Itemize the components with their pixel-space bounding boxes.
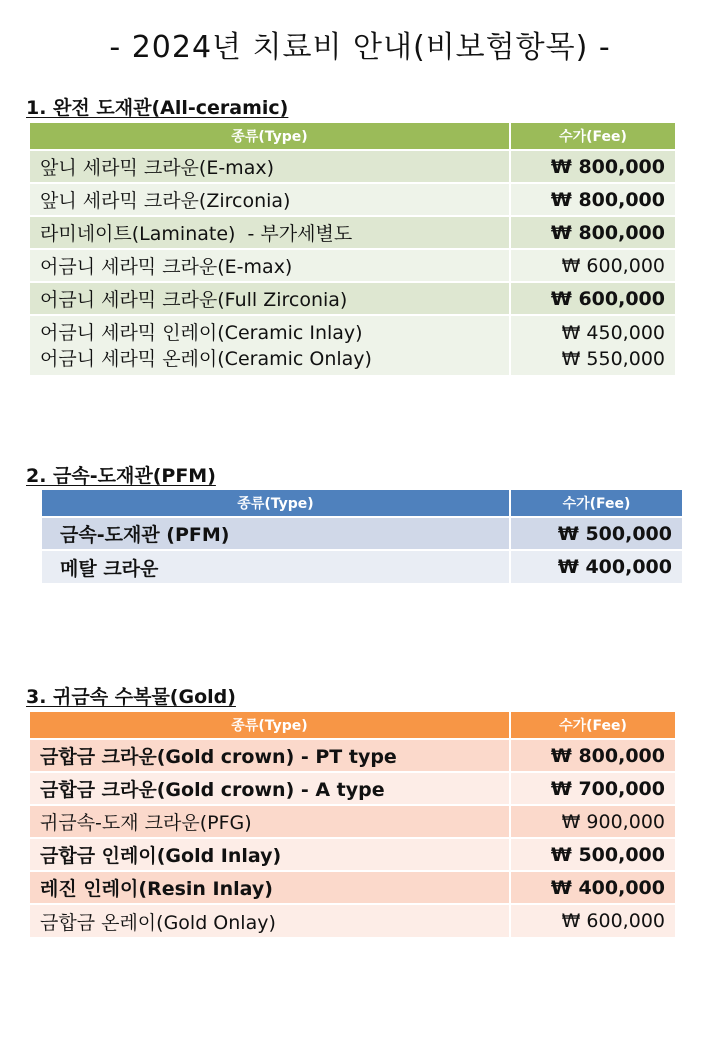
fee-cell: ₩ 700,000 bbox=[510, 772, 675, 805]
fee-line-inlay: ₩ 450,000 bbox=[561, 321, 665, 344]
table-row bbox=[30, 282, 675, 315]
column-header-fee: 수가(Fee) bbox=[510, 123, 675, 150]
fee-cell: ₩ 800,000 bbox=[510, 216, 675, 249]
fee-cell: ₩ 800,000 bbox=[510, 739, 675, 772]
type-cell: 앞니 세라믹 크라운(Zirconia) bbox=[30, 183, 510, 216]
column-header-type: 종류(Type) bbox=[30, 123, 510, 150]
fee-cell: ₩ 500,000 bbox=[510, 517, 682, 550]
fee-table-gold bbox=[30, 712, 675, 937]
table-row bbox=[30, 772, 675, 805]
type-cell: 레진 인레이(Resin Inlay) bbox=[30, 871, 510, 904]
type-cell: 메탈 크라운 bbox=[42, 550, 510, 583]
fee-cell: ₩ 500,000 bbox=[510, 838, 675, 871]
column-header-fee: 수가(Fee) bbox=[510, 712, 675, 739]
type-cell: 귀금속-도재 크라운(PFG) bbox=[30, 805, 510, 838]
fee-table-pfm bbox=[42, 490, 682, 583]
table-row bbox=[42, 550, 682, 583]
fee-cell: ₩ 800,000 bbox=[510, 183, 675, 216]
table-row bbox=[30, 315, 675, 375]
fee-cell: ₩ 600,000 bbox=[510, 282, 675, 315]
type-cell: 금합금 인레이(Gold Inlay) bbox=[30, 838, 510, 871]
column-header-type: 종류(Type) bbox=[42, 490, 510, 517]
type-cell: 어금니 세라믹 크라운(E-max) bbox=[30, 249, 510, 282]
fee-cell: ₩ 800,000 bbox=[510, 150, 675, 183]
table-row bbox=[30, 739, 675, 772]
table-row bbox=[30, 216, 675, 249]
column-header-fee: 수가(Fee) bbox=[510, 490, 682, 517]
type-cell: 금합금 온레이(Gold Onlay) bbox=[30, 904, 510, 937]
type-cell bbox=[30, 315, 510, 375]
type-line-inlay: 어금니 세라믹 인레이(Ceramic Inlay) bbox=[40, 321, 363, 344]
table-row bbox=[30, 150, 675, 183]
column-header-type: 종류(Type) bbox=[30, 712, 510, 739]
table-row bbox=[30, 838, 675, 871]
fee-cell bbox=[510, 315, 675, 375]
section-heading-all-ceramic: 1. 완전 도재관(All-ceramic) bbox=[26, 97, 289, 119]
table-row bbox=[30, 871, 675, 904]
type-line-onlay: 어금니 세라믹 온레이(Ceramic Onlay) bbox=[40, 347, 372, 370]
type-cell: 앞니 세라믹 크라운(E-max) bbox=[30, 150, 510, 183]
page-title: - 2024년 치료비 안내(비보험항목) - bbox=[109, 30, 611, 65]
type-cell: 어금니 세라믹 크라운(Full Zirconia) bbox=[30, 282, 510, 315]
section-heading-pfm: 2. 금속-도재관(PFM) bbox=[26, 465, 216, 487]
table-row bbox=[30, 183, 675, 216]
fee-cell: ₩ 600,000 bbox=[510, 249, 675, 282]
table-row bbox=[30, 805, 675, 838]
fee-table-all-ceramic bbox=[30, 123, 675, 375]
table-row bbox=[42, 517, 682, 550]
fee-cell: ₩ 900,000 bbox=[510, 805, 675, 838]
type-cell: 라미네이트(Laminate) - 부가세별도 bbox=[30, 216, 510, 249]
type-cell: 금속-도재관 (PFM) bbox=[42, 517, 510, 550]
table-row bbox=[30, 249, 675, 282]
fee-cell: ₩ 400,000 bbox=[510, 550, 682, 583]
section-heading-gold: 3. 귀금속 수복물(Gold) bbox=[26, 686, 236, 708]
fee-cell: ₩ 400,000 bbox=[510, 871, 675, 904]
type-cell: 금합금 크라운(Gold crown) - PT type bbox=[30, 739, 510, 772]
fee-line-onlay: ₩ 550,000 bbox=[561, 347, 665, 370]
fee-cell: ₩ 600,000 bbox=[510, 904, 675, 937]
type-cell: 금합금 크라운(Gold crown) - A type bbox=[30, 772, 510, 805]
table-row bbox=[30, 904, 675, 937]
